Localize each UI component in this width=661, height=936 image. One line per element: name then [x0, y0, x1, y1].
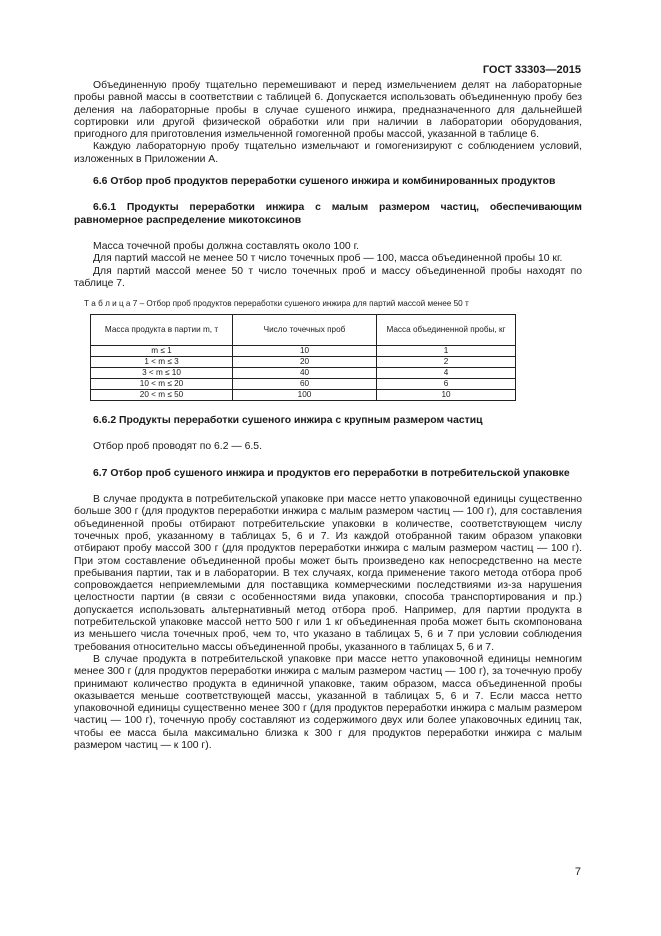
table-row	[91, 379, 516, 390]
table-cell: 6	[377, 379, 516, 390]
standard-number: ГОСТ 33303—2015	[482, 64, 581, 76]
table-cell: 1 < m ≤ 3	[91, 357, 233, 368]
header-cell-combined-mass: Масса объединенной пробы, кг	[377, 315, 516, 346]
page-number: 7	[574, 866, 581, 878]
table-cell: 10 < m ≤ 20	[91, 379, 233, 390]
table-row	[91, 368, 516, 379]
section-heading-6-6-2: 6.6.2 Продукты переработки сушеного инжира с крупным размером частиц	[93, 415, 483, 427]
paragraph: В случае продукта в потребительской упаковке при массе нетто упаковочной единицы немногим менее 300 г (для продуктов переработки инжира с малым размером частиц — 100 г), за точечную пробу принимают количество продукта в единичной упаковке, таким образом, масса объединенной пробы оказывается меньше соответствующей массы, указанной в таблицах 5, 6 и 7. Если масса нетто упаковочной единицы существенно менее 300 г (для продуктов переработки инжира с малым размером частиц — 100 г), точечную пробу составляют из содержимого двух или более упаковочных единиц так, чтобы ее масса была максимально близка к 300 г для продуктов переработки инжира с малым размером частиц — к 100 г).	[74, 653, 582, 751]
paragraph: Отбор проб проводят по 6.2 — 6.5.	[93, 441, 262, 453]
paragraph: В случае продукта в потребительской упаковке при массе нетто упаковочной единицы существенно больше 300 г (для продуктов переработки инжира с малым размером частиц — 100 г), для составления объединенной пробы отбирают потребительские упаковки в количестве, соответствующем числу точечных проб, указанному в таблицах 5, 6 и 7. Из каждой отобранной таким образом упаковки отбирают пробу массой 300 г (для продуктов переработки инжира с малым размером частиц — 100 г). При этом составление объединенной пробы может быть произведено как непосредственно на месте пребывания партии, так и в лаборатории. В тех случаях, когда применение такого метода отбора проб сопровождается неприемлемыми для поставщика коммерческими последствиями из-за нарушения целостности партии (в связи с особенностями вида упаковки, способа транспортирования и пр.) допускается использовать альтернативный метод отбора проб. Например, для партии продукта в потребительской упаковке массой нетто 500 г или 1 кг объединенная проба может быть скомпонована из меньшего числа точечных проб, чем то, что указано в таблицах 5, 6 и 7 при условии соблюдения требования относительно массы объединенной пробы, указанного в таблицах 5, 6 и 7.	[74, 494, 582, 653]
table-caption: Т а б л и ц а 7 – Отбор проб продуктов переработки сушеного инжира для партий массой менее 50 т	[84, 299, 469, 309]
table-cell: 2	[377, 357, 516, 368]
paragraph: Для партий массой не менее 50 т число точечных проб — 100, масса объединенной пробы 10 кг.	[93, 253, 563, 265]
table-7	[90, 314, 516, 401]
table-cell: m ≤ 1	[91, 346, 233, 357]
table-cell: 3 < m ≤ 10	[91, 368, 233, 379]
header-cell-count: Число точечных проб	[233, 315, 377, 346]
table-cell: 20 < m ≤ 50	[91, 390, 233, 401]
table-row	[91, 390, 516, 401]
paragraph: Каждую лабораторную пробу тщательно измельчают и гомогенизируют с соблюдением условий, изложенных в Приложении А.	[74, 141, 582, 165]
section-heading-6-7: 6.7 Отбор проб сушеного инжира и продуктов его переработки в потребительской упаковке	[93, 467, 570, 479]
section-heading-6-6: 6.6 Отбор проб продуктов переработки сушеного инжира и комбинированных продуктов	[93, 176, 556, 188]
table-cell: 4	[377, 368, 516, 379]
table-cell: 60	[233, 379, 377, 390]
table-header-row	[91, 315, 516, 346]
paragraph: Масса точечной пробы должна составлять около 100 г.	[93, 240, 359, 252]
table-cell: 20	[233, 357, 377, 368]
table-row	[91, 357, 516, 368]
section-heading-6-6-1: 6.6.1 Продукты переработки инжира с малым размером частиц, обеспечивающим равномерное распределение микотоксинов	[74, 202, 582, 226]
table-cell: 1	[377, 346, 516, 357]
page-content	[74, 80, 582, 752]
table-cell: 40	[233, 368, 377, 379]
table-cell: 10	[377, 390, 516, 401]
header-cell-mass: Масса продукта в партии m, т	[91, 315, 233, 346]
table-row	[91, 346, 516, 357]
paragraph: Объединенную пробу тщательно перемешивают и перед измельчением делят на лабораторные пробы равной массы в соответствии с таблицей 6. Допускается использовать объединенную пробу без деления на лабораторные пробы в случае сушеного инжира, предназначенного для дальнейшей сортировки или другой физической обработки или при наличии в лаборатории оборудования, пригодного для приготовления измельченной гомогенной пробы массой, указанной в таблице 6.	[74, 80, 582, 141]
paragraph: Для партий массой менее 50 т число точечных проб и массу объединенной пробы находят по таблице 7.	[74, 265, 582, 289]
table-cell: 100	[233, 390, 377, 401]
table-cell: 10	[233, 346, 377, 357]
